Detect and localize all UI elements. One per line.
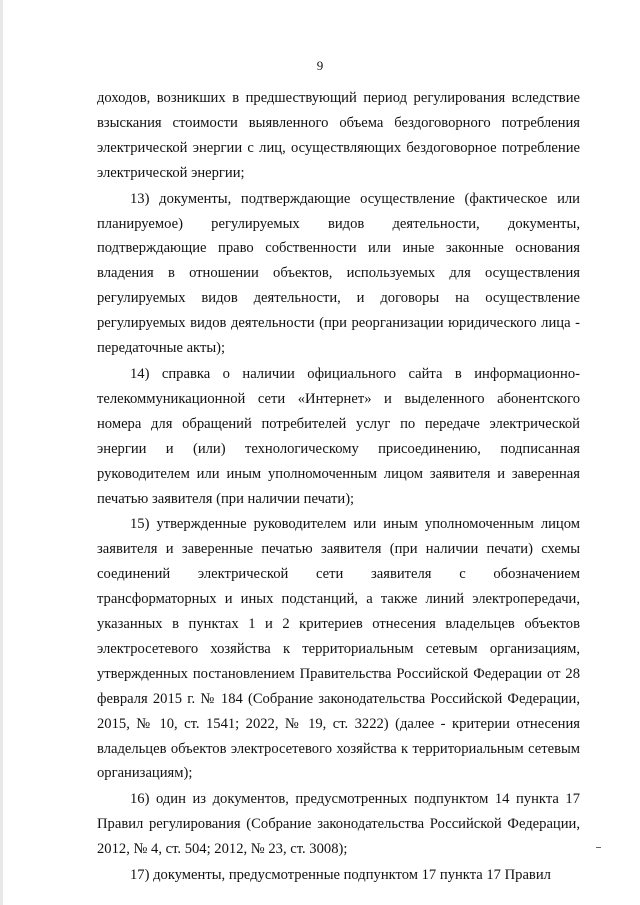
document-body [97, 86, 580, 888]
scan-mark [596, 847, 601, 848]
paragraph-item-13: 13) документы, подтверждающие осуществление (фактическое или планируемое) регулируемых видов деятельности, документы, подтверждающие право собственности или иные законные основания владения в отношении объектов, используемых для осуществления регулируемых видов деятельности, и договоры на осуществление регулируемых видов деятельности (при реорганизации юридического лица - передаточные акты); [97, 190, 580, 357]
paragraph-item-14: 14) справка о наличии официального сайта в информационно-телекоммуникационной сети «Интернет» и выделенного абонентского номера для обращений потребителей услуг по передаче электрической энергии и (или) технологическому присоединению, подписанная руководителем или иным уполномоченным лицом заявителя и заверенная печатью заявителя (при наличии печати); [97, 365, 580, 507]
paragraph-continuation: доходов, возникших в предшествующий период регулирования вследствие взыскания стоимости выявленного объема бездоговорного потребления электрической энергии с лиц, осуществляющих бездоговорное потребление электрической энергии; [97, 90, 580, 181]
paragraph-item-17: 17) документы, предусмотренные подпунктом 17 пункта 17 Правил [130, 867, 551, 884]
paragraph-item-16: 16) один из документов, предусмотренных подпунктом 14 пункта 17 Правил регулирования (Собрание законодательства Российской Федерации, 2012, № 4, ст. 504; 2012, № 23, ст. 3008); [97, 791, 580, 858]
page-number: 9 [316, 58, 324, 73]
paragraph-item-15: 15) утвержденные руководителем или иным уполномоченным лицом заявителя и заверенные печатью заявителя (при наличии печати) схемы соединений электрической сети заявителя с обозначением трансформаторных и иных подстанций, а также линий электропередачи, указанных в пунктах 1 и 2 критериев отнесения владельцев объектов электросетевого хозяйства к территориальным сетевым организациям, утвержденных постановлением Правительства Российской Федерации от 28 февраля 2015 г. № 184 (Собрание законодательства Российской Федерации, 2015, № 10, ст. 1541; 2022, № 19, ст. 3222) (далее - критерии отнесения владельцев объектов электросетевого хозяйства к территориальным сетевым организациям); [97, 516, 580, 782]
